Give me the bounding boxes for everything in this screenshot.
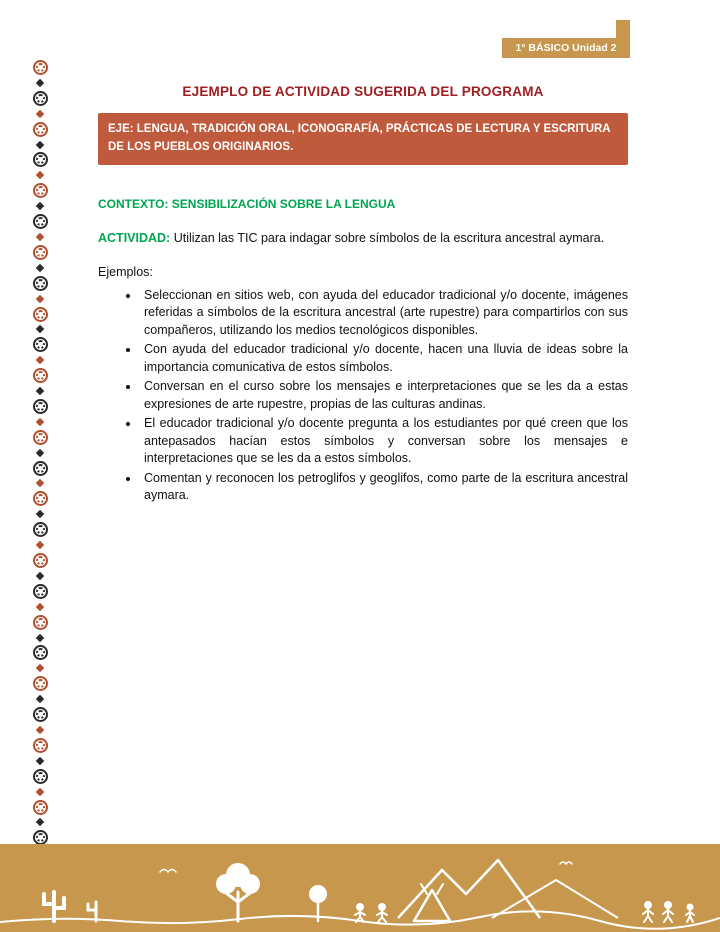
diamond-ornament-icon xyxy=(36,664,44,672)
diamond-ornament-icon xyxy=(36,757,44,765)
rosette-ornament-icon xyxy=(33,553,48,568)
diamond-ornament-icon xyxy=(36,264,44,272)
diamond-ornament-icon xyxy=(36,787,44,795)
rosette-ornament-icon xyxy=(33,91,48,106)
content-area xyxy=(98,84,628,507)
rosette-ornament-icon xyxy=(33,399,48,414)
rosette-ornament-icon xyxy=(33,645,48,660)
rosette-ornament-icon xyxy=(33,707,48,722)
diamond-ornament-icon xyxy=(36,140,44,148)
diamond-ornament-icon xyxy=(36,233,44,241)
rosette-ornament-icon xyxy=(33,800,48,815)
rosette-ornament-icon xyxy=(33,430,48,445)
list-item: • Seleccionan en sitios web, con ayuda del educador tradicional y/o docente, imágenes referidas a símbolos de la escritura ancestral (arte rupestre) para compartirlos con sus compañeros, utilizando los medios tecnológicos disponibles. xyxy=(140,287,628,340)
footer-illustration xyxy=(0,844,720,932)
diamond-ornament-icon xyxy=(36,325,44,333)
landscape-silhouette-graphic xyxy=(0,844,720,932)
rosette-ornament-icon xyxy=(33,183,48,198)
diamond-ornament-icon xyxy=(36,202,44,210)
rosette-ornament-icon xyxy=(33,368,48,383)
diamond-ornament-icon xyxy=(36,572,44,580)
diamond-ornament-icon xyxy=(36,695,44,703)
actividad-label: ACTIVIDAD: xyxy=(98,230,171,245)
actividad-text: Utilizan las TIC para indagar sobre símbolos de la escritura ancestral aymara. xyxy=(170,230,605,245)
rosette-ornament-icon xyxy=(33,615,48,630)
diamond-ornament-icon xyxy=(36,79,44,87)
list-item: • Conversan en el curso sobre los mensajes e interpretaciones que se les da a estas expresiones de arte rupestre, propias de las culturas andinas. xyxy=(140,378,628,413)
diamond-ornament-icon xyxy=(36,633,44,641)
page-title: EJEMPLO DE ACTIVIDAD SUGERIDA DEL PROGRAMA xyxy=(182,84,544,99)
examples-list xyxy=(122,287,628,505)
diamond-ornament-icon xyxy=(36,602,44,610)
diamond-ornament-icon xyxy=(36,726,44,734)
diamond-ornament-icon xyxy=(36,109,44,117)
rosette-ornament-icon xyxy=(33,276,48,291)
diamond-ornament-icon xyxy=(36,510,44,518)
list-item: • El educador tradicional y/o docente pregunta a los estudiantes por qué creen que los antepasados hacían estos símbolos y conversan sobre los mensajes e interpretaciones que se les da a estos símbolos. xyxy=(140,415,628,468)
rosette-ornament-icon xyxy=(33,676,48,691)
rosette-ornament-icon xyxy=(33,152,48,167)
actividad-line xyxy=(98,231,628,245)
rosette-ornament-icon xyxy=(33,60,48,75)
contexto-line: CONTEXTO: SENSIBILIZACIÓN SOBRE LA LENGUA xyxy=(98,196,396,211)
eje-banner: EJE: LENGUA, TRADICIÓN ORAL, ICONOGRAFÍA, PRÁCTICAS DE LECTURA Y ESCRITURA DE LOS PUEBLOS ORIGINARIOS. xyxy=(98,113,628,165)
ejemplos-label: Ejemplos: xyxy=(98,264,153,279)
diamond-ornament-icon xyxy=(36,171,44,179)
rosette-ornament-icon xyxy=(33,584,48,599)
diamond-ornament-icon xyxy=(36,418,44,426)
rosette-ornament-icon xyxy=(33,522,48,537)
unit-badge-tab xyxy=(616,20,630,40)
rosette-ornament-icon xyxy=(33,461,48,476)
unit-badge: 1° BÁSICO Unidad 2 xyxy=(502,38,630,58)
rosette-ornament-icon xyxy=(33,245,48,260)
diamond-ornament-icon xyxy=(36,387,44,395)
diamond-ornament-icon xyxy=(36,294,44,302)
rosette-ornament-icon xyxy=(33,769,48,784)
rosette-ornament-icon xyxy=(33,122,48,137)
rosette-ornament-icon xyxy=(33,307,48,322)
diamond-ornament-icon xyxy=(36,541,44,549)
diamond-ornament-icon xyxy=(36,818,44,826)
list-item: • Con ayuda del educador tradicional y/o docente, hacen una lluvia de ideas sobre la importancia comunicativa de estos símbolos. xyxy=(140,341,628,376)
list-item: • Comentan y reconocen los petroglifos y geoglifos, como parte de la escritura ancestral aymara. xyxy=(140,470,628,505)
ornament-border xyxy=(27,60,53,846)
diamond-ornament-icon xyxy=(36,356,44,364)
rosette-ornament-icon xyxy=(33,214,48,229)
rosette-ornament-icon xyxy=(33,738,48,753)
diamond-ornament-icon xyxy=(36,448,44,456)
rosette-ornament-icon xyxy=(33,337,48,352)
rosette-ornament-icon xyxy=(33,491,48,506)
diamond-ornament-icon xyxy=(36,479,44,487)
